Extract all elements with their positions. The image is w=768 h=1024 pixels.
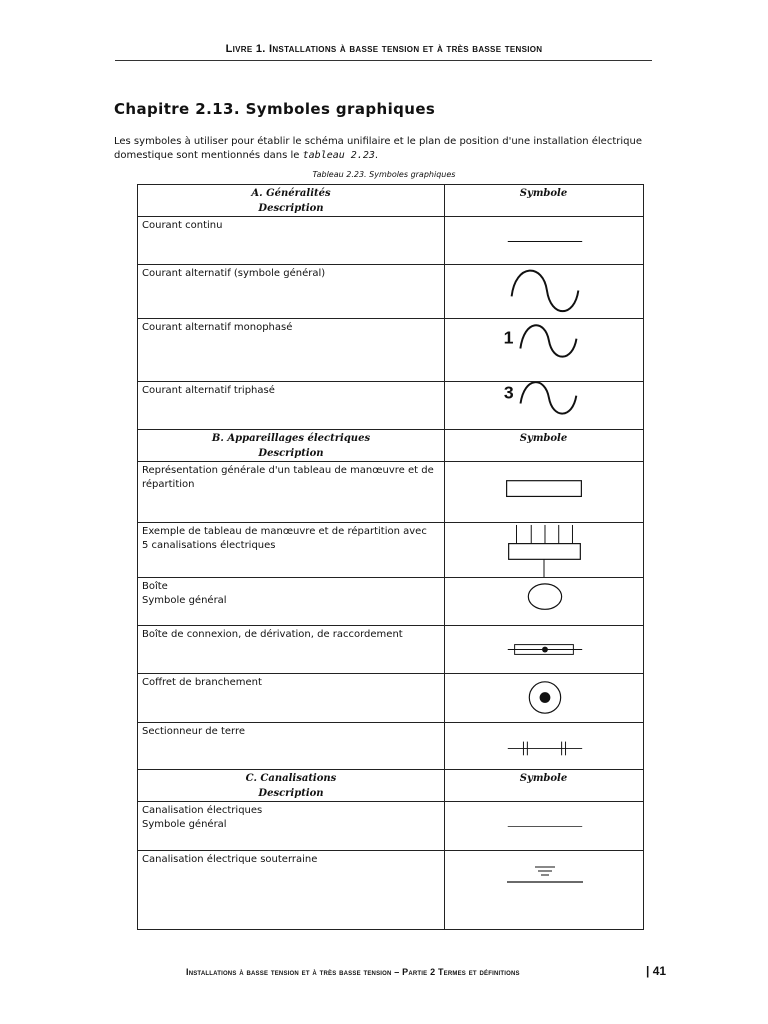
row-text: Courant alternatif (symbole général) xyxy=(142,268,326,279)
row-text: Courant continu xyxy=(142,220,223,231)
intro-line-1: Les symboles à utiliser pour établir le schéma unifilaire et le plan de position d'une installation électrique xyxy=(114,136,642,147)
row-text: Symbole général xyxy=(142,819,227,830)
table-row xyxy=(138,382,643,430)
intro-line-2: domestique sont mentionnés dans le xyxy=(114,150,303,161)
section-title: C. Canalisations xyxy=(245,773,337,784)
desc-column-header: Description xyxy=(258,448,324,459)
row-text: Boîte xyxy=(142,581,168,592)
conduit-line-icon xyxy=(445,802,643,850)
phase-digit: 1 xyxy=(503,327,514,348)
table-row xyxy=(138,626,643,674)
symbol-column-header: Symbole xyxy=(519,433,568,444)
row-text: Boîte de connexion, de dérivation, de raccordement xyxy=(142,629,403,640)
row-text: Sectionneur de terre xyxy=(142,726,246,737)
desc-column-header: Description xyxy=(258,203,324,214)
row-text: répartition xyxy=(142,479,195,490)
symbol-column-header: Symbole xyxy=(519,773,568,784)
row-text: Courant alternatif monophasé xyxy=(142,322,293,333)
phase-digit: 3 xyxy=(503,382,514,403)
section-header-c xyxy=(138,770,643,802)
symbols-table xyxy=(137,184,644,930)
row-text: Courant alternatif triphasé xyxy=(142,385,275,396)
table-row xyxy=(138,523,643,578)
box-ellipse-icon xyxy=(445,578,643,625)
row-description xyxy=(142,804,440,832)
section-title: A. Généralités xyxy=(251,188,331,199)
section-title: B. Appareillages électriques xyxy=(211,433,371,444)
table-row xyxy=(138,462,643,523)
ac-single-phase-icon xyxy=(445,319,643,381)
row-description xyxy=(142,384,440,398)
ac-sine-icon xyxy=(445,265,643,318)
table-row xyxy=(138,851,643,929)
table-row xyxy=(138,723,643,770)
row-description xyxy=(142,525,440,553)
underground-conduit-icon xyxy=(445,851,643,929)
row-description xyxy=(142,853,440,867)
table-row xyxy=(138,319,643,382)
table-caption: Tableau 2.23. Symboles graphiques xyxy=(312,170,456,179)
row-text: Exemple de tableau de manœuvre et de répartition avec xyxy=(142,526,427,537)
running-header: Livre 1. Installations à basse tension et à très basse tension xyxy=(225,43,543,55)
dc-line-icon xyxy=(445,217,643,264)
chapter-title: Chapitre 2.13. Symboles graphiques xyxy=(114,100,436,118)
row-text: Canalisation électriques xyxy=(142,805,263,816)
row-text: Canalisation électrique souterraine xyxy=(142,854,318,865)
section-header-desc xyxy=(138,186,444,216)
section-header-desc xyxy=(138,771,444,801)
section-header-b xyxy=(138,430,643,462)
row-description xyxy=(142,628,440,642)
row-description xyxy=(142,676,440,690)
row-text: Coffret de branchement xyxy=(142,677,262,688)
row-description xyxy=(142,580,440,608)
intro-suffix: . xyxy=(374,150,379,161)
table-row xyxy=(138,265,643,319)
row-text: 5 canalisations électriques xyxy=(142,540,276,551)
header-rule xyxy=(115,60,652,61)
row-description xyxy=(142,219,440,233)
symbol-column-header: Symbole xyxy=(519,188,568,199)
row-description xyxy=(142,267,440,281)
desc-column-header: Description xyxy=(258,788,324,799)
section-header-desc xyxy=(138,431,444,461)
intro-paragraph xyxy=(114,135,674,163)
switchboard-icon xyxy=(445,462,643,522)
table-row xyxy=(138,578,643,626)
running-footer: Installations à basse tension et à très basse tension – Partie 2 Termes et définitions xyxy=(186,967,520,977)
table-row xyxy=(138,674,643,723)
service-cabinet-icon xyxy=(445,674,643,722)
row-description xyxy=(142,725,440,739)
table-row xyxy=(138,217,643,265)
table-row xyxy=(138,802,643,851)
intro-table-ref: tableau 2.23 xyxy=(302,150,375,161)
row-description xyxy=(142,321,440,335)
section-header-a xyxy=(138,185,643,217)
row-text: Représentation générale d'un tableau de manœuvre et de xyxy=(142,465,434,476)
switchboard-5-lines-icon xyxy=(445,523,643,577)
junction-box-icon xyxy=(445,626,643,673)
row-description xyxy=(142,464,440,492)
row-text: Symbole général xyxy=(142,595,227,606)
page-number: | 41 xyxy=(646,964,667,978)
ac-three-phase-icon xyxy=(445,382,643,429)
earth-disconnector-icon xyxy=(445,723,643,769)
